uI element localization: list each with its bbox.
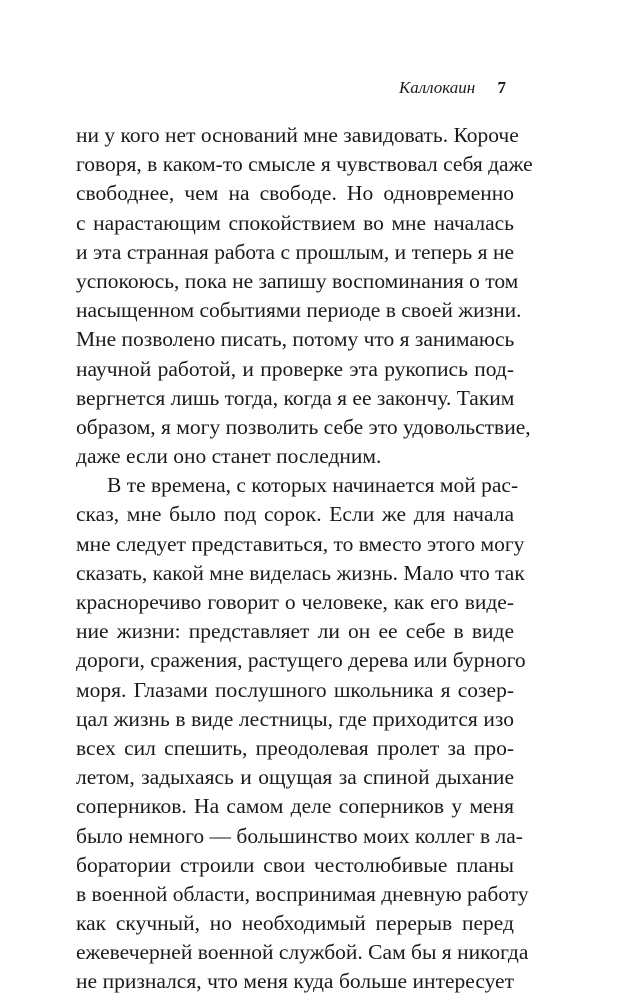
text-line: летом, задыхаясь и ощущая за спиной дыхание (76, 765, 514, 790)
text-line: научной работой, и проверке эта рукопись под- (76, 356, 514, 381)
text-line: моря. Глазами послушного школьника я созер- (76, 677, 514, 702)
text-line: ни у кого нет оснований мне завидовать. Короче (76, 123, 519, 147)
paragraph-end-line: даже если оно станет последним. (76, 444, 382, 469)
text-line: боратории строили свои честолюбивые планы (76, 852, 514, 877)
text-line: ние жизни: представляет ли он ее себе в виде (76, 619, 514, 644)
text-line: мне следует представиться, то вместо этого могу (76, 531, 525, 556)
paragraph-first-line: В те времена, с которых начинается мой рас- (107, 473, 519, 498)
text-line: цал жизнь в виде лестницы, где приходится изо (76, 706, 514, 731)
text-line: ежевечерней военной службой. Сам бы я никогда (76, 940, 529, 965)
text-line: вергнется лишь тогда, когда я ее закончу. Таким (76, 385, 515, 410)
text-line: свободнее, чем на свободе. Но одновременно (76, 181, 514, 206)
text-line: всех сил спешить, преодолевая пролет за про- (76, 735, 514, 760)
page-number: 7 (497, 78, 506, 97)
text-line: дороги, сражения, растущего дерева или бурного (76, 648, 526, 673)
text-line: в военной области, воспринимая дневную работу (76, 881, 529, 906)
text-line: сказ, мне было под сорок. Если же для начала (76, 502, 514, 527)
text-line: как скучный, но необходимый перерыв перед (76, 911, 514, 936)
running-head-book-title: Каллокаин (398, 78, 476, 97)
text-line: Мне позволено писать, потому что я занимаюсь (76, 327, 515, 352)
text-line: было немного — большинство моих коллег в ла- (76, 823, 523, 848)
text-line: сказать, какой мне виделась жизнь. Мало что так (76, 560, 525, 585)
text-line: образом, я могу позволить себе это удовольствие, (76, 414, 531, 439)
text-line: красноречиво говорит о человеке, как его виде- (76, 590, 514, 614)
body-text (76, 121, 533, 997)
text-line: говоря, в каком-то смысле я чувствовал себя даже (76, 152, 533, 177)
text-line: и эта странная работа с прошлым, и теперь я не (76, 239, 514, 264)
text-line: успокоюсь, пока не запишу воспоминания о том (76, 268, 519, 293)
text-line: с нарастающим спокойствием во мне началась (76, 210, 514, 235)
text-line: не признался, что меня куда больше интересует (76, 969, 514, 994)
text-line: соперников. На самом деле соперников у меня (76, 794, 514, 819)
running-head (399, 78, 506, 98)
text-line: насыщенном событиями периоде в своей жизни. (76, 298, 522, 323)
